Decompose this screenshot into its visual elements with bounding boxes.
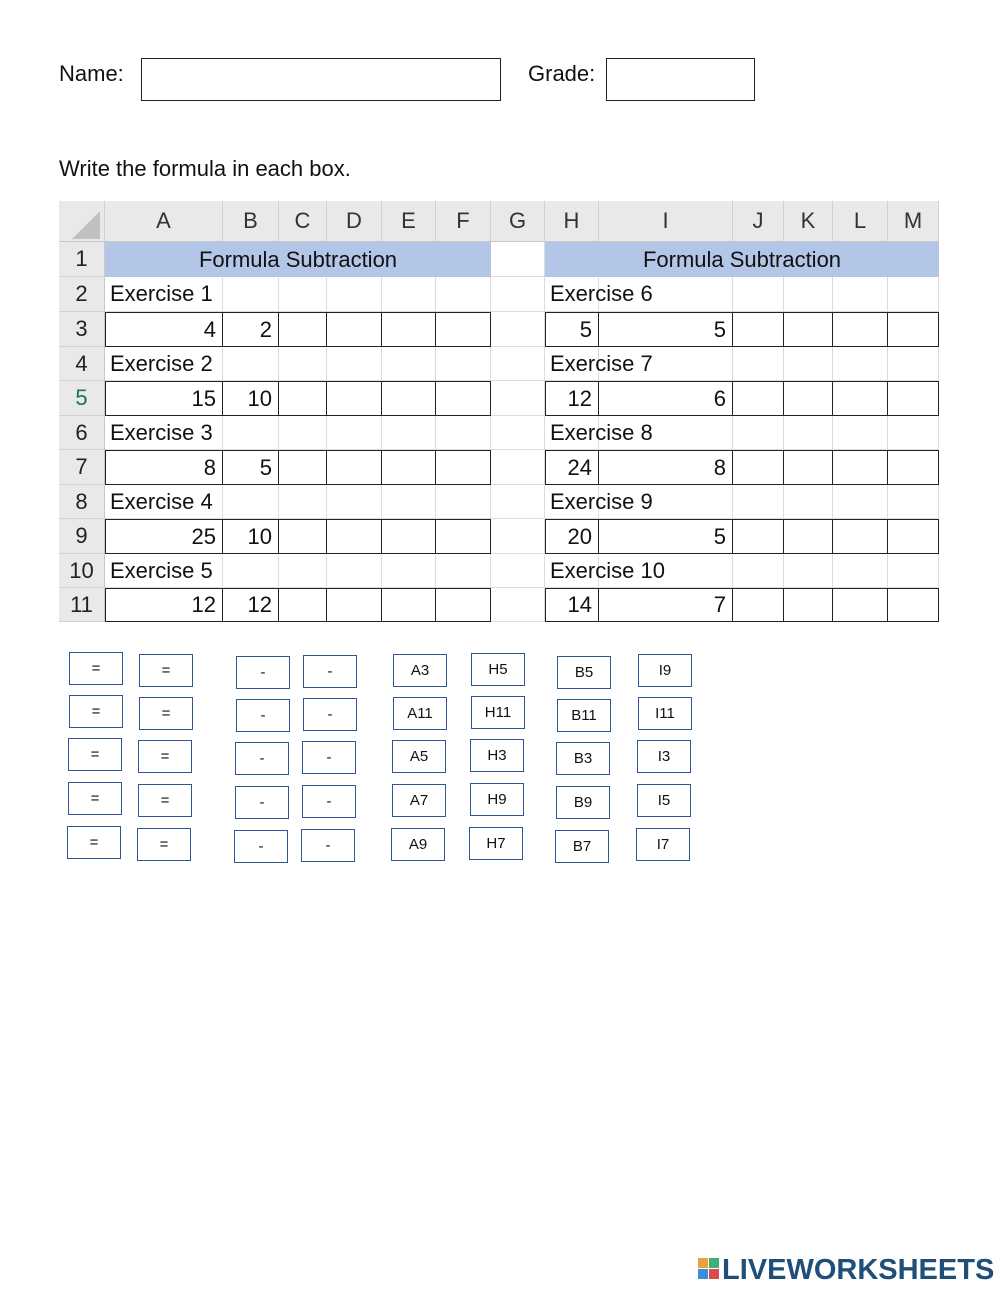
answer-cell[interactable] (733, 312, 784, 347)
value-cell-b[interactable]: 5 (223, 450, 279, 485)
cell-c10[interactable] (279, 554, 327, 588)
cell-g10[interactable] (491, 554, 545, 588)
answer-cell[interactable] (784, 312, 833, 347)
cell-m6[interactable] (888, 416, 939, 450)
row-header-3[interactable]: 3 (59, 312, 105, 347)
value-cell-b[interactable]: 10 (223, 381, 279, 416)
column-header-f[interactable]: F (436, 201, 491, 242)
tile-equals[interactable]: = (138, 784, 192, 817)
exercise-label[interactable]: Exercise 5 (105, 554, 223, 588)
answer-cell[interactable] (382, 381, 436, 416)
tile-ref-i3[interactable]: I3 (637, 740, 691, 773)
tile-equals[interactable]: = (137, 828, 191, 861)
cell-j10[interactable] (733, 554, 784, 588)
corner-triangle-icon (72, 211, 100, 239)
liveworksheets-logo-icon (698, 1258, 720, 1282)
column-header-l[interactable]: L (833, 201, 888, 242)
answer-cell[interactable] (733, 381, 784, 416)
tile-equals[interactable]: = (139, 697, 193, 730)
tile-ref-h11[interactable]: H11 (471, 696, 525, 729)
cell-f6[interactable] (436, 416, 491, 450)
tile-ref-i7[interactable]: I7 (636, 828, 690, 861)
column-header-k[interactable]: K (784, 201, 833, 242)
answer-cell[interactable] (784, 450, 833, 485)
answer-cell[interactable] (279, 312, 327, 347)
cell-l4[interactable] (833, 347, 888, 381)
answer-cell[interactable] (833, 588, 888, 622)
cell-m10[interactable] (888, 554, 939, 588)
cell-l6[interactable] (833, 416, 888, 450)
exercise-label[interactable]: Exercise 7 (545, 347, 599, 381)
row-header-9[interactable]: 9 (59, 519, 105, 554)
cell-l2[interactable] (833, 277, 888, 312)
answer-cell[interactable] (382, 312, 436, 347)
value-cell-a[interactable]: 4 (105, 312, 223, 347)
cell-c4[interactable] (279, 347, 327, 381)
tile-equals[interactable]: = (67, 826, 121, 859)
tile-minus[interactable]: - (303, 655, 357, 688)
cell-k6[interactable] (784, 416, 833, 450)
cell-k4[interactable] (784, 347, 833, 381)
answer-cell[interactable] (327, 519, 382, 554)
cell-e6[interactable] (382, 416, 436, 450)
answer-cell[interactable] (833, 312, 888, 347)
answer-cell[interactable] (784, 588, 833, 622)
cell-c6[interactable] (279, 416, 327, 450)
tile-equals[interactable]: = (138, 740, 192, 773)
answer-cell[interactable] (833, 381, 888, 416)
exercise-label[interactable]: Exercise 6 (545, 277, 599, 312)
answer-cell[interactable] (279, 519, 327, 554)
column-header-b[interactable]: B (223, 201, 279, 242)
row-header-4[interactable]: 4 (59, 347, 105, 381)
column-header-a[interactable]: A (105, 201, 223, 242)
value-cell-a[interactable]: 8 (105, 450, 223, 485)
answer-cell[interactable] (888, 312, 939, 347)
tile-ref-b3[interactable]: B3 (556, 742, 610, 775)
cell-l8[interactable] (833, 485, 888, 519)
cell-g8[interactable] (491, 485, 545, 519)
answer-cell[interactable] (733, 450, 784, 485)
grade-label: Grade: (528, 61, 596, 86)
cell-g5[interactable] (491, 381, 545, 416)
cell-g6[interactable] (491, 416, 545, 450)
answer-cell[interactable] (327, 450, 382, 485)
tile-equals[interactable]: = (68, 782, 122, 815)
cell-d10[interactable] (327, 554, 382, 588)
cell-g9[interactable] (491, 519, 545, 554)
value-cell-a[interactable]: 24 (545, 450, 599, 485)
tile-ref-b9[interactable]: B9 (556, 786, 610, 819)
cell-i6[interactable] (599, 416, 733, 450)
cell-g7[interactable] (491, 450, 545, 485)
cell-e4[interactable] (382, 347, 436, 381)
instruction-text: Write the formula in each box. (59, 156, 351, 181)
cell-b6[interactable] (223, 416, 279, 450)
tile-minus[interactable]: - (235, 786, 289, 819)
exercise-label[interactable]: Exercise 2 (105, 347, 223, 381)
answer-cell[interactable] (327, 381, 382, 416)
column-header-h[interactable]: H (545, 201, 599, 242)
cell-i10[interactable] (599, 554, 733, 588)
brand-text: LIVEWORKSHEETS (722, 1253, 995, 1286)
value-cell-b[interactable]: 10 (223, 519, 279, 554)
select-all-corner[interactable] (59, 201, 105, 242)
answer-cell[interactable] (784, 381, 833, 416)
answer-cell[interactable] (888, 588, 939, 622)
tile-minus[interactable]: - (303, 698, 357, 731)
answer-cell[interactable] (279, 450, 327, 485)
cell-k2[interactable] (784, 277, 833, 312)
cell-i8[interactable] (599, 485, 733, 519)
tile-minus[interactable]: - (302, 741, 356, 774)
row-header-11[interactable]: 11 (59, 588, 105, 622)
answer-cell[interactable] (888, 519, 939, 554)
cell-j8[interactable] (733, 485, 784, 519)
value-cell-b[interactable]: 5 (599, 312, 733, 347)
cell-b2[interactable] (223, 277, 279, 312)
value-cell-b[interactable]: 2 (223, 312, 279, 347)
exercise-label[interactable]: Exercise 4 (105, 485, 223, 519)
cell-g11[interactable] (491, 588, 545, 622)
name-field[interactable] (141, 58, 501, 101)
value-cell-a[interactable]: 12 (105, 588, 223, 622)
cell-f10[interactable] (436, 554, 491, 588)
cell-g3[interactable] (491, 312, 545, 347)
title-cell-right[interactable]: Formula Subtraction (545, 242, 939, 277)
answer-cell[interactable] (436, 381, 491, 416)
answer-cell[interactable] (733, 588, 784, 622)
tile-ref-h7[interactable]: H7 (469, 827, 523, 860)
cell-m4[interactable] (888, 347, 939, 381)
answer-cell[interactable] (382, 450, 436, 485)
exercise-label[interactable]: Exercise 9 (545, 485, 599, 519)
column-header-g[interactable]: G (491, 201, 545, 242)
grade-field[interactable] (606, 58, 755, 101)
name-label: Name: (59, 61, 124, 86)
row-header-8[interactable]: 8 (59, 485, 105, 519)
exercise-label[interactable]: Exercise 3 (105, 416, 223, 450)
cell-c8[interactable] (279, 485, 327, 519)
answer-cell[interactable] (279, 588, 327, 622)
tile-minus[interactable]: - (301, 829, 355, 862)
cell-g1[interactable] (491, 242, 545, 277)
cell-e10[interactable] (382, 554, 436, 588)
answer-cell[interactable] (436, 588, 491, 622)
tile-ref-h3[interactable]: H3 (470, 739, 524, 772)
answer-cell[interactable] (733, 519, 784, 554)
cell-e2[interactable] (382, 277, 436, 312)
cell-d2[interactable] (327, 277, 382, 312)
tile-ref-h5[interactable]: H5 (471, 653, 525, 686)
value-cell-a[interactable]: 14 (545, 588, 599, 622)
cell-d4[interactable] (327, 347, 382, 381)
tile-minus[interactable]: - (236, 699, 290, 732)
answer-cell[interactable] (888, 450, 939, 485)
spreadsheet (59, 201, 939, 622)
column-header-m[interactable]: M (888, 201, 939, 242)
tile-equals[interactable]: = (69, 695, 123, 728)
exercise-label[interactable]: Exercise 10 (545, 554, 599, 588)
tile-ref-h9[interactable]: H9 (470, 783, 524, 816)
answer-cell[interactable] (279, 381, 327, 416)
tile-ref-a5[interactable]: A5 (392, 740, 446, 773)
row-header-2[interactable]: 2 (59, 277, 105, 312)
cell-l10[interactable] (833, 554, 888, 588)
tile-ref-b7[interactable]: B7 (555, 830, 609, 863)
cell-m8[interactable] (888, 485, 939, 519)
value-cell-b[interactable]: 6 (599, 381, 733, 416)
answer-cell[interactable] (382, 519, 436, 554)
value-cell-b[interactable]: 5 (599, 519, 733, 554)
tile-equals[interactable]: = (139, 654, 193, 687)
cell-e8[interactable] (382, 485, 436, 519)
answer-cell[interactable] (784, 519, 833, 554)
tile-ref-a3[interactable]: A3 (393, 654, 447, 687)
column-header-i[interactable]: I (599, 201, 733, 242)
liveworksheets-logo (698, 1254, 994, 1286)
cell-i4[interactable] (599, 347, 733, 381)
cell-k10[interactable] (784, 554, 833, 588)
cell-f4[interactable] (436, 347, 491, 381)
value-cell-a[interactable]: 12 (545, 381, 599, 416)
tile-minus[interactable]: - (236, 656, 290, 689)
cell-g4[interactable] (491, 347, 545, 381)
answer-cell[interactable] (436, 519, 491, 554)
cell-g2[interactable] (491, 277, 545, 312)
cell-b10[interactable] (223, 554, 279, 588)
tile-ref-i5[interactable]: I5 (637, 784, 691, 817)
tile-minus[interactable]: - (235, 742, 289, 775)
value-cell-a[interactable]: 5 (545, 312, 599, 347)
cell-j2[interactable] (733, 277, 784, 312)
tile-ref-i9[interactable]: I9 (638, 654, 692, 687)
tile-minus[interactable]: - (234, 830, 288, 863)
row-header-10[interactable]: 10 (59, 554, 105, 588)
tile-minus[interactable]: - (302, 785, 356, 818)
value-cell-b[interactable]: 12 (223, 588, 279, 622)
tile-ref-a11[interactable]: A11 (393, 697, 447, 730)
value-cell-b[interactable]: 7 (599, 588, 733, 622)
value-cell-a[interactable]: 15 (105, 381, 223, 416)
column-header-j[interactable]: J (733, 201, 784, 242)
tile-ref-a7[interactable]: A7 (392, 784, 446, 817)
row-header-7[interactable]: 7 (59, 450, 105, 485)
cell-c2[interactable] (279, 277, 327, 312)
answer-cell[interactable] (833, 519, 888, 554)
answer-cell[interactable] (436, 450, 491, 485)
title-cell-left[interactable]: Formula Subtraction (105, 242, 491, 277)
tile-ref-i11[interactable]: I11 (638, 697, 692, 730)
tile-equals[interactable]: = (69, 652, 123, 685)
exercise-label[interactable]: Exercise 8 (545, 416, 599, 450)
tile-ref-b5[interactable]: B5 (557, 656, 611, 689)
column-header-d[interactable]: D (327, 201, 382, 242)
tile-ref-a9[interactable]: A9 (391, 828, 445, 861)
row-header-1[interactable]: 1 (59, 242, 105, 277)
cell-m2[interactable] (888, 277, 939, 312)
cell-i2[interactable] (599, 277, 733, 312)
cell-b8[interactable] (223, 485, 279, 519)
exercise-label[interactable]: Exercise 1 (105, 277, 223, 312)
answer-cell[interactable] (327, 312, 382, 347)
value-cell-a[interactable]: 25 (105, 519, 223, 554)
row-header-5[interactable]: 5 (59, 381, 105, 416)
tile-equals[interactable]: = (68, 738, 122, 771)
cell-j4[interactable] (733, 347, 784, 381)
cell-d8[interactable] (327, 485, 382, 519)
cell-f8[interactable] (436, 485, 491, 519)
answer-cell[interactable] (888, 381, 939, 416)
cell-b4[interactable] (223, 347, 279, 381)
value-cell-a[interactable]: 20 (545, 519, 599, 554)
tile-ref-b11[interactable]: B11 (557, 699, 611, 732)
cell-k8[interactable] (784, 485, 833, 519)
value-cell-b[interactable]: 8 (599, 450, 733, 485)
column-header-c[interactable]: C (279, 201, 327, 242)
answer-cell[interactable] (382, 588, 436, 622)
cell-f2[interactable] (436, 277, 491, 312)
answer-cell[interactable] (436, 312, 491, 347)
row-header-6[interactable]: 6 (59, 416, 105, 450)
answer-cell[interactable] (327, 588, 382, 622)
cell-d6[interactable] (327, 416, 382, 450)
answer-cell[interactable] (833, 450, 888, 485)
cell-j6[interactable] (733, 416, 784, 450)
column-header-e[interactable]: E (382, 201, 436, 242)
